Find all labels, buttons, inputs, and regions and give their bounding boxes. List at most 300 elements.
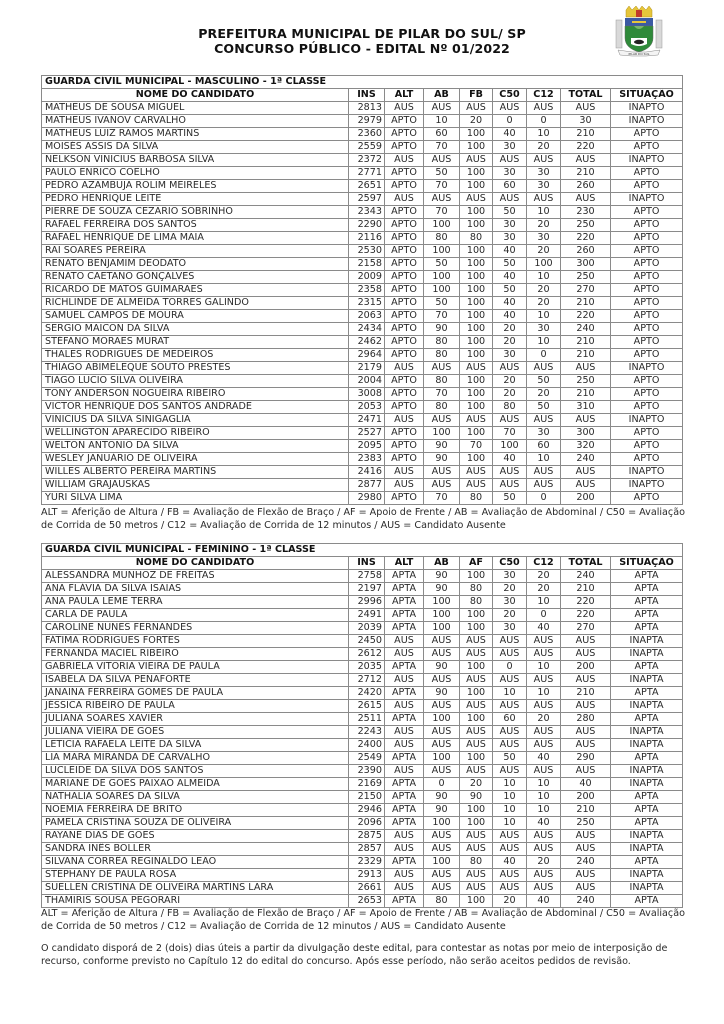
- situacao-cell: APTA: [611, 596, 683, 609]
- fb-af-cell: 100: [460, 310, 493, 323]
- ins-cell: 2771: [349, 167, 385, 180]
- total-cell: 210: [561, 804, 611, 817]
- alt-cell: AUS: [385, 726, 424, 739]
- c50-cell: AUS: [493, 362, 527, 375]
- logo-caption: PILAR DO SUL: [628, 52, 650, 56]
- alt-cell: APTA: [385, 791, 424, 804]
- c50-cell: 10: [493, 778, 527, 791]
- total-cell: 260: [561, 245, 611, 258]
- candidate-name-cell: TONY ANDERSON NOGUEIRA RIBEIRO: [42, 388, 349, 401]
- ab-cell: 10: [424, 115, 460, 128]
- total-cell: AUS: [561, 869, 611, 882]
- total-cell: 310: [561, 401, 611, 414]
- ins-cell: 2383: [349, 453, 385, 466]
- fb-af-cell: AUS: [460, 700, 493, 713]
- ab-cell: 80: [424, 895, 460, 908]
- results-table-feminino: [41, 543, 683, 908]
- ins-cell: 2758: [349, 570, 385, 583]
- column-header: SITUAÇÃO: [611, 557, 683, 570]
- c12-cell: 20: [527, 284, 561, 297]
- situacao-cell: APTO: [611, 180, 683, 193]
- ins-cell: 2116: [349, 232, 385, 245]
- fb-af-cell: AUS: [460, 843, 493, 856]
- table-row: [42, 427, 683, 440]
- candidate-name-cell: FÁTIMA RODRIGUES FORTES: [42, 635, 349, 648]
- section-title: GUARDA CÍVIL MUNICIPAL - MASCULINO - 1ª CLASSE: [42, 76, 683, 89]
- ab-cell: AUS: [424, 414, 460, 427]
- total-cell: AUS: [561, 739, 611, 752]
- candidate-name-cell: STÉFANO MORAES MURAT: [42, 336, 349, 349]
- situacao-cell: APTA: [611, 622, 683, 635]
- candidate-name-cell: PIERRE DE SOUZA CEZARIO SOBRINHO: [42, 206, 349, 219]
- c12-cell: 40: [527, 752, 561, 765]
- situacao-cell: APTO: [611, 297, 683, 310]
- column-header: C12: [527, 89, 561, 102]
- alt-cell: APTO: [385, 141, 424, 154]
- ins-cell: 2063: [349, 310, 385, 323]
- ins-cell: 2039: [349, 622, 385, 635]
- alt-cell: APTA: [385, 596, 424, 609]
- situacao-cell: INAPTA: [611, 674, 683, 687]
- candidate-name-cell: JULIANA SOARES XAVIER: [42, 713, 349, 726]
- c50-cell: AUS: [493, 466, 527, 479]
- table-row: [42, 583, 683, 596]
- alt-cell: APTO: [385, 232, 424, 245]
- c50-cell: 20: [493, 895, 527, 908]
- c12-cell: 0: [527, 115, 561, 128]
- c50-cell: 20: [493, 388, 527, 401]
- fb-af-cell: AUS: [460, 154, 493, 167]
- alt-cell: AUS: [385, 843, 424, 856]
- c50-cell: AUS: [493, 882, 527, 895]
- ab-cell: 90: [424, 453, 460, 466]
- fb-af-cell: 100: [460, 284, 493, 297]
- total-cell: 210: [561, 128, 611, 141]
- column-header: NOME DO CANDIDATO: [42, 89, 349, 102]
- c50-cell: AUS: [493, 674, 527, 687]
- c12-cell: 20: [527, 219, 561, 232]
- table-row: [42, 271, 683, 284]
- ins-cell: 2169: [349, 778, 385, 791]
- situacao-cell: APTA: [611, 791, 683, 804]
- fb-af-cell: 100: [460, 895, 493, 908]
- c12-cell: 40: [527, 622, 561, 635]
- ab-cell: AUS: [424, 739, 460, 752]
- column-header: INS: [349, 557, 385, 570]
- c50-cell: 20: [493, 583, 527, 596]
- fb-af-cell: 20: [460, 115, 493, 128]
- alt-cell: APTA: [385, 817, 424, 830]
- c12-cell: 30: [527, 180, 561, 193]
- c50-cell: 50: [493, 492, 527, 505]
- situacao-cell: INAPTA: [611, 700, 683, 713]
- total-cell: AUS: [561, 154, 611, 167]
- c50-cell: AUS: [493, 154, 527, 167]
- situacao-cell: INAPTA: [611, 830, 683, 843]
- situacao-cell: INAPTA: [611, 778, 683, 791]
- c12-cell: 40: [527, 895, 561, 908]
- table-row: [42, 648, 683, 661]
- c12-cell: AUS: [527, 765, 561, 778]
- ins-cell: 2343: [349, 206, 385, 219]
- alt-cell: APTO: [385, 206, 424, 219]
- total-cell: AUS: [561, 674, 611, 687]
- fb-af-cell: 100: [460, 453, 493, 466]
- ab-cell: 70: [424, 388, 460, 401]
- table-row: [42, 375, 683, 388]
- c12-cell: AUS: [527, 193, 561, 206]
- candidate-name-cell: ISABELA DA SILVA PENAFORTE: [42, 674, 349, 687]
- legend-text: ALT = Aferição de Altura / FB = Avaliação de Flexão de Braço / AF = Apoio de Frente / AB = Avaliação de Abdominal / C50 = Avaliação de Corrida de 50 metros / C12 = Avaliação de Corrida de 12 minutos / AUS = Candidato Ausente: [41, 507, 685, 531]
- table-row: [42, 310, 683, 323]
- ins-cell: 2651: [349, 180, 385, 193]
- c12-cell: 20: [527, 141, 561, 154]
- table-row: [42, 856, 683, 869]
- candidate-name-cell: LETICIA RAFAELA LEITE DA SILVA: [42, 739, 349, 752]
- situacao-cell: APTO: [611, 167, 683, 180]
- header-title-line2: CONCURSO PÚBLICO - EDITAL Nº 01/2022: [214, 41, 510, 56]
- total-cell: 210: [561, 388, 611, 401]
- ab-cell: 70: [424, 180, 460, 193]
- column-header: AF: [460, 557, 493, 570]
- table-row: [42, 700, 683, 713]
- candidate-name-cell: SUELLEN CRISTINA DE OLIVEIRA MARTINS LARA: [42, 882, 349, 895]
- fb-af-cell: AUS: [460, 765, 493, 778]
- alt-cell: AUS: [385, 869, 424, 882]
- table-row: [42, 206, 683, 219]
- c50-cell: 20: [493, 609, 527, 622]
- total-cell: 200: [561, 661, 611, 674]
- c50-cell: 30: [493, 141, 527, 154]
- candidate-name-cell: LUCLEIDE DA SILVA DOS SANTOS: [42, 765, 349, 778]
- c12-cell: AUS: [527, 830, 561, 843]
- candidate-name-cell: MATHEUS IVANOV CARVALHO: [42, 115, 349, 128]
- candidate-name-cell: MATHEUS DE SOUSA MIGUEL: [42, 102, 349, 115]
- fb-af-cell: 100: [460, 141, 493, 154]
- candidate-name-cell: THALES RODRIGUES DE MEDEIROS: [42, 349, 349, 362]
- fb-af-cell: AUS: [460, 882, 493, 895]
- alt-cell: APTA: [385, 622, 424, 635]
- table-row: [42, 102, 683, 115]
- alt-cell: APTO: [385, 453, 424, 466]
- alt-cell: APTO: [385, 284, 424, 297]
- candidate-name-cell: RENATO BENJAMIM DEODATO: [42, 258, 349, 271]
- ins-cell: 2615: [349, 700, 385, 713]
- c12-cell: 50: [527, 375, 561, 388]
- ins-cell: 2979: [349, 115, 385, 128]
- alt-cell: AUS: [385, 635, 424, 648]
- c50-cell: 30: [493, 232, 527, 245]
- candidate-name-cell: SAMUEL CAMPOS DE MOURA: [42, 310, 349, 323]
- fb-af-cell: 100: [460, 388, 493, 401]
- table-row: [42, 414, 683, 427]
- alt-cell: APTO: [385, 401, 424, 414]
- alt-cell: APTO: [385, 271, 424, 284]
- fb-af-cell: 100: [460, 817, 493, 830]
- alt-cell: APTO: [385, 297, 424, 310]
- total-cell: 300: [561, 427, 611, 440]
- situacao-cell: APTA: [611, 752, 683, 765]
- total-cell: AUS: [561, 648, 611, 661]
- ab-cell: 80: [424, 401, 460, 414]
- candidate-name-cell: JANAINA FERREIRA GOMES DE PAULA: [42, 687, 349, 700]
- alt-cell: APTA: [385, 583, 424, 596]
- c12-cell: AUS: [527, 154, 561, 167]
- situacao-cell: APTO: [611, 323, 683, 336]
- c12-cell: 10: [527, 778, 561, 791]
- c12-cell: 10: [527, 596, 561, 609]
- fb-af-cell: AUS: [460, 102, 493, 115]
- table-body: [42, 102, 683, 505]
- candidate-name-cell: PEDRO AZAMBUJA ROLIM MEIRELES: [42, 180, 349, 193]
- situacao-cell: APTA: [611, 856, 683, 869]
- alt-cell: APTA: [385, 609, 424, 622]
- situacao-cell: INAPTO: [611, 362, 683, 375]
- total-cell: 210: [561, 297, 611, 310]
- ins-cell: 2530: [349, 245, 385, 258]
- column-header: TOTAL: [561, 557, 611, 570]
- fb-af-cell: 100: [460, 804, 493, 817]
- table-row: [42, 193, 683, 206]
- alt-cell: AUS: [385, 830, 424, 843]
- ins-cell: 2875: [349, 830, 385, 843]
- ins-cell: 2549: [349, 752, 385, 765]
- c50-cell: 30: [493, 167, 527, 180]
- table-row: [42, 752, 683, 765]
- situacao-cell: APTA: [611, 687, 683, 700]
- c50-cell: AUS: [493, 700, 527, 713]
- total-cell: 230: [561, 206, 611, 219]
- candidate-name-cell: NATHALIA SOARES DA SILVA: [42, 791, 349, 804]
- c50-cell: 20: [493, 375, 527, 388]
- fb-af-cell: 100: [460, 180, 493, 193]
- candidate-name-cell: GABRIELA VITORIA VIEIRA DE PAULA: [42, 661, 349, 674]
- ins-cell: 2434: [349, 323, 385, 336]
- pilar-do-sul-coat-of-arms-icon: [614, 6, 664, 58]
- c12-cell: AUS: [527, 414, 561, 427]
- fb-af-cell: AUS: [460, 648, 493, 661]
- ab-cell: 90: [424, 791, 460, 804]
- table-row: [42, 635, 683, 648]
- c12-cell: AUS: [527, 635, 561, 648]
- situacao-cell: APTO: [611, 232, 683, 245]
- c50-cell: 50: [493, 258, 527, 271]
- c50-cell: AUS: [493, 830, 527, 843]
- ab-cell: AUS: [424, 362, 460, 375]
- c50-cell: 10: [493, 791, 527, 804]
- c12-cell: 60: [527, 440, 561, 453]
- table-row: [42, 765, 683, 778]
- total-cell: AUS: [561, 193, 611, 206]
- candidate-name-cell: RAFAEL FERREIRA DOS SANTOS: [42, 219, 349, 232]
- candidate-name-cell: RENATO CAETANO GONÇALVES: [42, 271, 349, 284]
- total-cell: AUS: [561, 362, 611, 375]
- alt-cell: AUS: [385, 479, 424, 492]
- ins-cell: 2612: [349, 648, 385, 661]
- ins-cell: 2450: [349, 635, 385, 648]
- c12-cell: 50: [527, 401, 561, 414]
- total-cell: AUS: [561, 843, 611, 856]
- ab-cell: 80: [424, 336, 460, 349]
- fb-af-cell: 100: [460, 167, 493, 180]
- fb-af-cell: AUS: [460, 869, 493, 882]
- alt-cell: APTO: [385, 388, 424, 401]
- situacao-cell: INAPTO: [611, 414, 683, 427]
- situacao-cell: INAPTO: [611, 102, 683, 115]
- ins-cell: 2462: [349, 336, 385, 349]
- table-row: [42, 336, 683, 349]
- ins-cell: 2150: [349, 791, 385, 804]
- situacao-cell: INAPTA: [611, 869, 683, 882]
- fb-af-cell: 80: [460, 583, 493, 596]
- fb-af-cell: 100: [460, 427, 493, 440]
- c12-cell: AUS: [527, 726, 561, 739]
- situacao-cell: APTA: [611, 804, 683, 817]
- ins-cell: 2661: [349, 882, 385, 895]
- alt-cell: APTA: [385, 713, 424, 726]
- ins-cell: 2527: [349, 427, 385, 440]
- fb-af-cell: AUS: [460, 635, 493, 648]
- total-cell: 220: [561, 310, 611, 323]
- table-row: [42, 674, 683, 687]
- ab-cell: 90: [424, 440, 460, 453]
- table-row: [42, 440, 683, 453]
- table-row: [42, 258, 683, 271]
- total-cell: 240: [561, 895, 611, 908]
- c12-cell: 0: [527, 492, 561, 505]
- c12-cell: 20: [527, 245, 561, 258]
- c50-cell: AUS: [493, 479, 527, 492]
- candidate-name-cell: FERNANDA MACIEL RIBEIRO: [42, 648, 349, 661]
- c12-cell: 40: [527, 817, 561, 830]
- ins-cell: 2491: [349, 609, 385, 622]
- total-cell: 240: [561, 856, 611, 869]
- c50-cell: 30: [493, 596, 527, 609]
- alt-cell: AUS: [385, 154, 424, 167]
- candidate-name-cell: PEDRO HENRIQUE LEITE: [42, 193, 349, 206]
- column-header: TOTAL: [561, 89, 611, 102]
- table-row: [42, 882, 683, 895]
- alt-cell: APTO: [385, 245, 424, 258]
- table-row: [42, 830, 683, 843]
- total-cell: 280: [561, 713, 611, 726]
- situacao-cell: APTA: [611, 713, 683, 726]
- situacao-cell: APTO: [611, 349, 683, 362]
- alt-cell: AUS: [385, 882, 424, 895]
- ins-cell: 2946: [349, 804, 385, 817]
- c12-cell: 10: [527, 804, 561, 817]
- ab-cell: 80: [424, 375, 460, 388]
- table-row: [42, 453, 683, 466]
- ins-cell: 2597: [349, 193, 385, 206]
- total-cell: 200: [561, 492, 611, 505]
- ins-cell: 2857: [349, 843, 385, 856]
- ins-cell: 2372: [349, 154, 385, 167]
- c12-cell: 20: [527, 570, 561, 583]
- alt-cell: APTA: [385, 804, 424, 817]
- column-header: INS: [349, 89, 385, 102]
- section-title: GUARDA CÍVIL MUNICIPAL - FEMININO - 1ª CLASSE: [42, 544, 683, 557]
- alt-cell: AUS: [385, 648, 424, 661]
- alt-cell: APTO: [385, 336, 424, 349]
- c50-cell: 30: [493, 570, 527, 583]
- candidate-name-cell: RICHLINDE DE ALMEIDA TORRES GALINDO: [42, 297, 349, 310]
- column-header: AB: [424, 89, 460, 102]
- ins-cell: 2400: [349, 739, 385, 752]
- table-row: [42, 492, 683, 505]
- situacao-cell: APTA: [611, 609, 683, 622]
- fb-af-cell: AUS: [460, 739, 493, 752]
- candidate-name-cell: PAMELA CRISTINA SOUZA DE OLIVEIRA: [42, 817, 349, 830]
- table-row: [42, 466, 683, 479]
- ab-cell: 100: [424, 219, 460, 232]
- situacao-cell: APTO: [611, 401, 683, 414]
- column-header: ALT: [385, 89, 424, 102]
- table-row: [42, 609, 683, 622]
- situacao-cell: APTA: [611, 817, 683, 830]
- table-row: [42, 791, 683, 804]
- ins-cell: 2329: [349, 856, 385, 869]
- fb-af-cell: 80: [460, 232, 493, 245]
- ab-cell: AUS: [424, 700, 460, 713]
- ins-cell: 3008: [349, 388, 385, 401]
- table-row: [42, 245, 683, 258]
- total-cell: 210: [561, 349, 611, 362]
- ab-cell: 100: [424, 713, 460, 726]
- c12-cell: 10: [527, 271, 561, 284]
- ins-cell: 2420: [349, 687, 385, 700]
- ab-cell: 0: [424, 778, 460, 791]
- table-row: [42, 713, 683, 726]
- ab-cell: 60: [424, 128, 460, 141]
- c50-cell: 50: [493, 284, 527, 297]
- ins-cell: 2096: [349, 817, 385, 830]
- ins-cell: 2712: [349, 674, 385, 687]
- c12-cell: 10: [527, 336, 561, 349]
- situacao-cell: APTA: [611, 583, 683, 596]
- column-header: NOME DO CANDIDATO: [42, 557, 349, 570]
- c12-cell: 100: [527, 258, 561, 271]
- table-row: [42, 401, 683, 414]
- fb-af-cell: AUS: [460, 414, 493, 427]
- total-cell: 220: [561, 141, 611, 154]
- ab-cell: AUS: [424, 830, 460, 843]
- alt-cell: APTO: [385, 180, 424, 193]
- table-row: [42, 570, 683, 583]
- total-cell: 300: [561, 258, 611, 271]
- candidate-name-cell: WILLES ALBERTO PEREIRA MARTINS: [42, 466, 349, 479]
- ab-cell: 90: [424, 804, 460, 817]
- c12-cell: 10: [527, 661, 561, 674]
- column-header: C12: [527, 557, 561, 570]
- results-table-masculino: [41, 75, 683, 505]
- candidate-name-cell: VICTOR HENRIQUE DOS SANTOS ANDRADE: [42, 401, 349, 414]
- situacao-cell: INAPTO: [611, 115, 683, 128]
- fb-af-cell: AUS: [460, 726, 493, 739]
- candidate-name-cell: NOEMIA FERREIRA DE BRITO: [42, 804, 349, 817]
- ab-cell: AUS: [424, 479, 460, 492]
- table-row: [42, 869, 683, 882]
- table-row: [42, 297, 683, 310]
- situacao-cell: APTO: [611, 427, 683, 440]
- alt-cell: APTO: [385, 258, 424, 271]
- fb-af-cell: 70: [460, 440, 493, 453]
- alt-cell: APTO: [385, 115, 424, 128]
- c12-cell: AUS: [527, 700, 561, 713]
- situacao-cell: APTO: [611, 453, 683, 466]
- fb-af-cell: 80: [460, 856, 493, 869]
- table-row: [42, 128, 683, 141]
